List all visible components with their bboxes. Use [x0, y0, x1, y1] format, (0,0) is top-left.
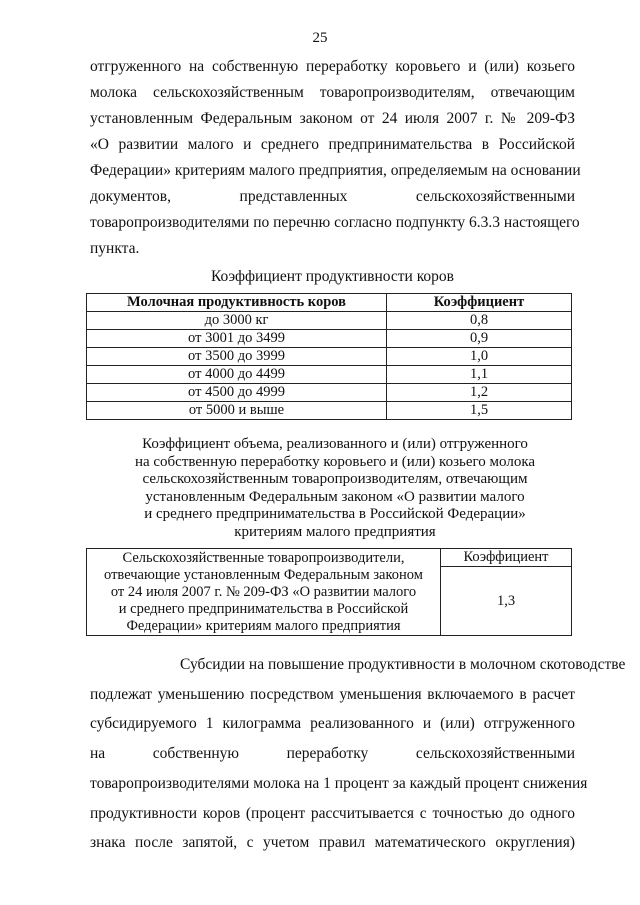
table-cell: 0,9	[387, 330, 572, 348]
volume-coefficient-table	[86, 548, 572, 636]
caption-line: и среднего предпринимательства в Российской Федерации»	[144, 506, 526, 522]
table-row	[87, 348, 572, 366]
closing-paragraph	[90, 650, 626, 858]
table-cell: 1,0	[387, 348, 572, 366]
cell-line: и среднего предпринимательства в Российской	[118, 600, 409, 617]
table2-caption	[95, 436, 575, 541]
table-cell: от 4000 до 4499	[87, 366, 387, 384]
table-cell: 0,8	[387, 312, 572, 330]
text-line: молока сельскохозяйственным товаропроизводителям, отвечающим	[90, 84, 575, 101]
table-header-row	[87, 294, 572, 312]
text-line: документов, представленных сельскохозяйственными	[90, 188, 575, 205]
intro-paragraph	[90, 54, 581, 262]
cell-line: отвечающие установленным Федеральным законом	[104, 566, 423, 583]
text-line: установленным Федеральным законом от 24 июля 2007 г. № 209-ФЗ	[90, 110, 575, 127]
table-cell: 1,1	[387, 366, 572, 384]
cell-line: Сельскохозяйственные товаропроизводители,	[122, 549, 405, 566]
caption-line: на собственную переработку коровьего и (или) козьего молока	[134, 453, 536, 470]
cell-line: Федерации» критериям малого предприятия	[126, 617, 401, 634]
column-header: Коэффициент	[441, 549, 572, 567]
caption-line: критериям малого предприятия	[234, 523, 436, 540]
producers-cell	[87, 549, 441, 636]
text-line: продуктивности коров (процент рассчитывается с точностью до одного	[90, 804, 575, 822]
table-row	[87, 366, 572, 384]
table1-caption: Коэффициент продуктивности коров	[210, 268, 455, 285]
table-cell: от 3001 до 3499	[87, 330, 387, 348]
cell-line: от 24 июля 2007 г. № 209-ФЗ «О развитии малого	[110, 583, 417, 600]
text-line: субсидируемого 1 килограмма реализованного и (или) отгруженного	[90, 715, 575, 733]
page-number: 25	[312, 30, 328, 46]
text-line: отгруженного на собственную переработку коровьего и (или) козьего	[90, 58, 575, 75]
table-row	[87, 402, 572, 420]
table-cell: 1,2	[387, 384, 572, 402]
table-row	[87, 330, 572, 348]
table-row	[87, 384, 572, 402]
text-line: знака после запятой, с учетом правил математического округления)	[90, 834, 575, 852]
caption-line: сельскохозяйственным товаропроизводителям, отвечающим	[142, 471, 528, 487]
caption-line: установленным Федеральным законом «О развитии малого	[145, 488, 525, 505]
text-line: Федерации» критериям малого предприятия, определяемым на основании	[90, 162, 581, 179]
text-line: пункта.	[90, 240, 140, 257]
text-line: подлежат уменьшению посредством уменьшения включаемого в расчет	[90, 685, 575, 703]
table-cell: от 5000 и выше	[87, 402, 387, 420]
table-cell: от 4500 до 4999	[87, 384, 387, 402]
table-cell: до 3000 кг	[87, 312, 387, 330]
table-row	[87, 312, 572, 330]
table-header-row	[87, 549, 572, 567]
productivity-table	[86, 293, 572, 420]
text-line: товаропроизводителями молока на 1 процент за каждый процент снижения	[90, 774, 588, 792]
caption-line: Коэффициент объема, реализованного и (или) отгруженного	[142, 436, 528, 452]
coefficient-value: 1,3	[441, 567, 572, 636]
column-header: Молочная продуктивность коров	[87, 294, 387, 312]
table-cell: от 3500 до 3999	[87, 348, 387, 366]
text-line: Субсидии на повышение продуктивности в молочном скотоводстве	[180, 656, 626, 673]
table-cell: 1,5	[387, 402, 572, 420]
text-line: товаропроизводителями по перечню согласно подпункту 6.3.3 настоящего	[90, 214, 580, 231]
column-header: Коэффициент	[387, 294, 572, 312]
text-line: на собственную переработку сельскохозяйственными	[90, 745, 575, 763]
text-line: «О развитии малого и среднего предпринимательства в Российской	[90, 136, 575, 153]
